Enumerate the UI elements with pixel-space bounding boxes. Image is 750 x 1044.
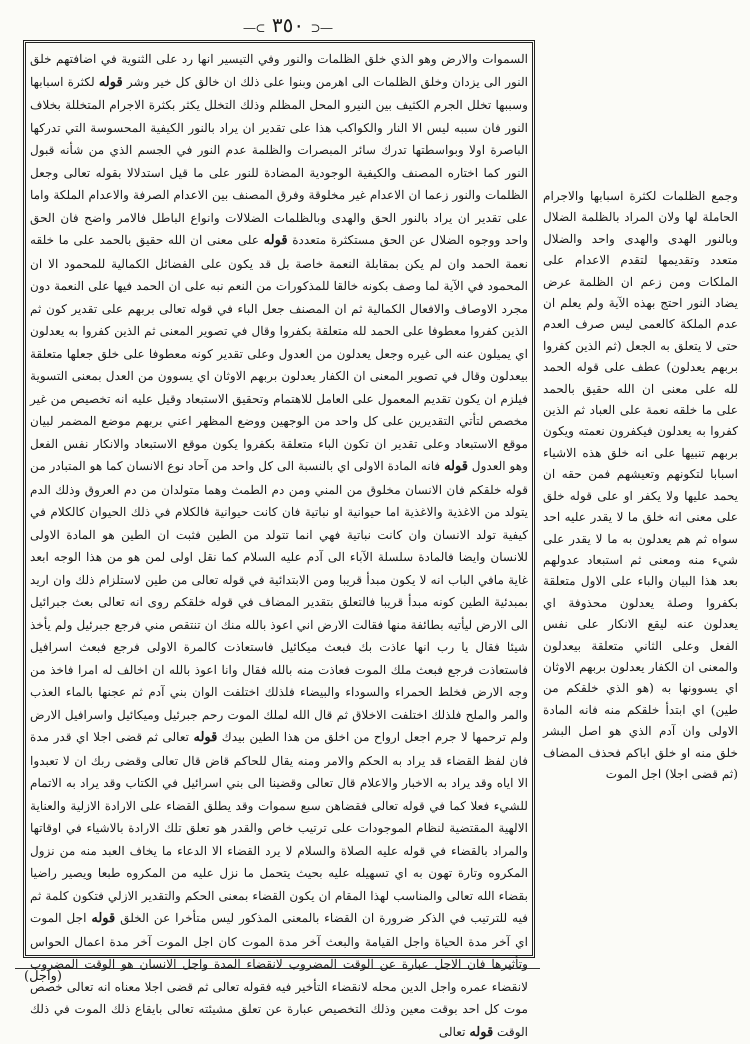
main-commentary-text: [30, 48, 529, 1040]
page-number-value: ٣٥٠: [271, 13, 305, 37]
paragraph-body: اجل الموت اي آخر مدة الحياة واجل القيامة والبعث آخر مدة الموت كان اجل الموت آخر مدة اعمال الحواس وتأثيرها فان الاجل عبارة عن الوقت المضروب لانقضاء المدة واجل الانسان هو الوقت المضروب لانقضاء عمره واجل الدين محله لانقضاء التأخير فيه فقوله تعالى ثم قضى اجلا معناه انه تعالى خصص موت كل احد بوقت معين وذلك التخصيص عبارة عن تعلق مشيئته تعالى بايقاع ذلك الموت في ذلك الوقت: [30, 911, 528, 1039]
keyword-qawluhu: قوله: [263, 233, 288, 248]
paragraph-body: فانه المادة الاولى اي بالنسبة الى كل واحد من آحاد نوع الانسان كما هو المتبادر من قوله خلقكم فان الانسان مخلوق من المني ومن دم الطمث وهما متولدان من دم العروق وذلك الدم يتولد من الاغذية والاغذية اما حيوانية او نباتية فان كانت حيوانية فالكلام في ذلك الحيوان كالكلام في كيفية تولد الانسان وان كانت نباتية فهي انما تتولد من الطين فثبت ان الطين هو المادة الاولى للانسان وايضا فالمادة سلسلة الآباء الى آدم عليه السلام كما نقل اولى لمن هو من هذا الوجه ابعد غاية مافي الباب انه لا يكون مبدأ قريبا ومن الابتدائية في قوله تعالى من طين لاستلزام ذلك وان اريد بمبدئية الطين كونه مبدأ قريبا فالتعلق بتقدير المضاف في قوله خلقكم روى انه تعالى بعث جبرائيل الى الارض ليأتيه بطائفة منها فقالت الارض اني اعوذ بالله منك ان تنتقص مني فرجع جبرئيل ولم يأخذ شيئا فقال يا رب انها عاذت بك فبعث ميكائيل فاستعاذت كالمرة الاولى فرجع فبعث اسرافيل فاستعاذت فرجع فبعث ملك الموت فعاذت منه بالله فقال وانا اعوذ بالله ان اخالف له امرا فاخذ من وجه الارض فخلط الحمراء والسوداء والبيضاء فلذلك اختلفت الوان بني آدم ثم عجنها بالماء العذب والمر والملح فلذلك اختلفت الاخلاق ثم قال الله لملك الموت رحم جبرئيل وميكائيل واسرافيل الارض ولم ترحمها لا جرم اجعل ارواح من اخلق من هذا الطين بيدك: [30, 459, 528, 744]
margin-tafsir-text: [543, 186, 738, 826]
paragraph-body: لكثرة اسبابها وسببها تخلل الجرم الكثيف بين النيرو المحل المظلم وذلك التخلل يكثر بكثرة الاجرام المتخللة بخلاف النور فان سببه ليس الا النار والكواكب هذا على تقدير ان يراد بالنور الكيفية المحسوسة التي تدركها الباصرة اولا وبواسطتها تدرك سائر المبصرات والظلمة عدم النور في الجسم الذي من شأنه قبول النور كما اختاره المصنف والكيفية الوجودية المضادة للنور على ما قيل استدلالا بقوله تعالى وجعل الظلمات والنور زعما ان الاعدام غير مخلوقة وفرق المصنف بين الاعدام الصرفة والاعدام الملكة واما على تقدير ان يراد بالنور الحق والهدى وبالظلمات الضلالات وانواع الباطل فالامر واضح فان الحق واحد ووجوه الضلال عن الحق مستكثرة متعددة: [30, 74, 529, 247]
paragraph-body: تعالى ثم قضى اجلا اي قدر مدة فان لفظ القضاء قد يراد به الحكم والامر ومنه يقال للحاكم قاض قال تعالى وقضى ربك ان لا تعبدوا الا اياه وقد يراد به الاخبار والاعلام قال تعالى وقضينا الى بني اسرائيل في الكتاب وقد يراد به الاتمام للشيء فعلا كما في قوله تعالى فقضاهن سبع سموات وقد يطلق القضاء على الارادة الازلية والعناية الالهية المقتضية لنظام الموجودات على ترتيب خاص والقدر هو تعلق تلك الارادة بالاشياء في اوقاتها والمراد بالقضاء في قوله عليه الصلاة والسلام لا يرد القضاء الا الدعاء ما يخاف العبد منه من نزول المكروه وتارة تهون به اي تسهيله عليه بحيث يتحمل ما نزل عليه من المكروه طبعا ويصير راضيا بقضاء الله تعالى والمناسب لهذا المقام ان يكون القضاء بمعنى الحكم والتقدير الازلي فتكون كلمة ثم فيه للترتيب في الذكر ضرورة ان القضاء بالمعنى المذكور ليس متأخرا عن الخلق: [30, 730, 528, 925]
page-number-ornament-right: ―⊂: [310, 21, 333, 35]
catchword: (واجل): [24, 969, 62, 984]
margin-paragraph: وجمع الظلمات لكثرة اسبابها والاجرام الحاملة لها ولان المراد بالظلمة الضلال وبالنور الهدى والهدى واحد والضلال متعدد وتقديمها لتقدم الاعدام على الملكات ومن زعم ان الظلمة عرض يضاد النور احتج بهذه الآية ولم يعلم ان عدم الملكة كالعمى ليس صرف العدم حتى لا يتعلق به الجعل (ثم الذين كفروا بربهم يعدلون) عطف على قوله الحمد لله على معنى ان الله حقيق بالحمد على ما خلقه نعمة على العباد ثم الذين كفروا به يعدلون فيكفرون نعمته ويكون بربهم تنبيها على انه خلق هذه الاشياء اسبابا لتكونهم وتعيشهم فمن حقه ان يحمد عليها ولا يكفر او على قوله خلق على معنى انه خلق ما لا يقدر عليه احد سواه ثم هم يعدلون به ما لا يقدر على شيء منه ومعنى ثم استبعاد عدولهم بعد هذا البيان والباء على الاول متعلقة بكفروا وصلة يعدلون محذوفة اي يعدلون عنه ليقع الانكار على نفس الفعل وعلى الثاني متعلقة بيعدلون والمعنى ان الكفار يعدلون بربهم الاوثان اي يسوونها به (هو الذي خلقكم من طين) اي ابتدأ خلقكم منه فانه المادة الاولى وان آدم الذي هو اصل البشر خلق منه او خلق اباكم فحذف المضاف (ثم قضى اجلا) اجل الموت: [543, 189, 738, 781]
keyword-qawluhu: قوله: [98, 74, 123, 90]
keyword-qawluhu: قوله: [469, 1024, 494, 1040]
paragraph-body: على معنى ان الله حقيق بالحمد على ما خلقه نعمة الحمد وان لم يكن بمقابلة النعمة خاصة بل قد يكون على الفضائل الكمالية للمحمود الا ان المحمود في الآية لما وصف بكونه خالقا للمذكورات من النعم نبه على ان الحمد فيها على النعمة دون مجرد الاوصاف والافعال الكمالية ثم ان المصنف جعل الباء في قوله تعالى بربهم على تقدير كون ثم الذين كفروا معطوفا على الحمد لله متعلقة بكفروا وقال في تصوير المعنى ثم الذين كفروا به يعدلون اي يميلون عنه الى غيره وجعل يعدلون من العدول وعلى تقدير كونه معطوفا على خلق جعلها متعلقة بيعدلون وقال في تصوير المعنى ان الكفار يعدلون بربهم الاوثان اي يسوون من العدل بمعنى التسوية فيلزم ان يكون تقديم المعمول على العامل للاهتمام وتحقيق الاستبعاد وقيل عليه انه تخصيص من غير مخصص لتأتي التقديرين على كل واحد من الوجهين ووضع المظهر اعني بربهم موضع المضمر لبيان موقع الاستبعاد وعلى تقدير ان تكون الباء متعلقة بكفروا يكون موقع الاستبعاد والانكار نفس الفعل وهو العدول: [30, 233, 528, 473]
keyword-qawluhu: قوله: [444, 459, 468, 474]
keyword-qawluhu: قوله: [193, 730, 218, 745]
page-number: [228, 10, 348, 40]
keyword-qawluhu: قوله: [91, 911, 116, 926]
paragraph-body: تعالى: [438, 1024, 470, 1039]
page-number-ornament-left: ⊃―: [243, 21, 266, 35]
paragraph-lead: السموات والارض وهو الذي خلق الظلمات والنور وفي التيسير انها رد على الثنوية في اضافتهم خلق النور الى يزدان وخلق الظلمات الى اهرمن وبنوا على ذلك ان خالق كل خير وشر: [30, 52, 528, 89]
main-paragraph: [30, 48, 528, 1044]
